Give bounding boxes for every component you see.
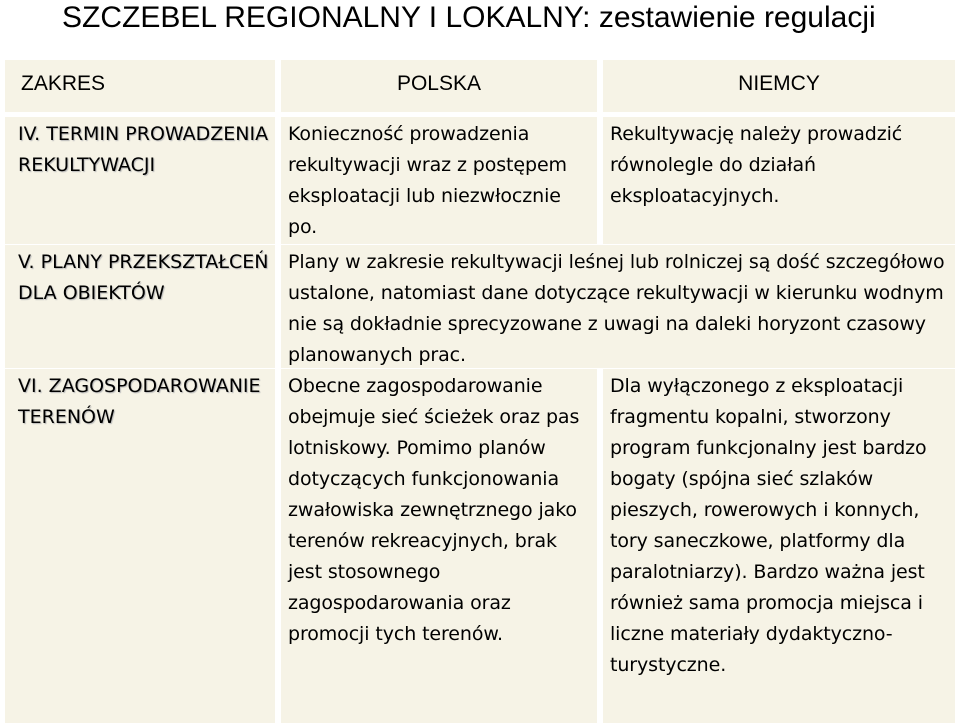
cell-niemcy-termin: Rekultywację należy prowadzić równolegle do działań eksploatacyjnych. (603, 117, 955, 244)
cell-merged-plany: Plany w zakresie rekultywacji leśnej lub rolniczej są dość szczegółowo ustalone, natomiast dane dotyczące rekultywacji w kierunku wodnym nie są dokładnie sprecyzowane z uwagi na daleki horyzont czasowy planowanych prac. (281, 245, 955, 368)
table-row-plany (0, 245, 960, 368)
header-zakres: ZAKRES (5, 60, 275, 112)
header-niemcy: NIEMCY (603, 60, 955, 112)
table-row-termin (0, 117, 960, 244)
cell-polska-zagospodarowanie: Obecne zagospodarowanie obejmuje sieć ścieżek oraz pas lotniskowy. Pomimo planów dotyczących funkcjonowania zwałowiska zewnętrznego jako terenów rekreacyjnych, brak jest stosownego zagospodarowania oraz promocji tych terenów. (281, 369, 597, 723)
header-polska: POLSKA (281, 60, 597, 112)
page-title: SZCZEBEL REGIONALNY I LOKALNY: zestawienie regulacji (62, 1, 876, 34)
cell-polska-termin: Konieczność prowadzenia rekultywacji wraz z postępem eksploatacji lub niezwłocznie po. (281, 117, 597, 244)
row-label-plany: V. PLANY PRZEKSZTAŁCEŃ DLA OBIEKTÓW (5, 245, 275, 368)
table-header-row (0, 60, 960, 112)
table-row-zagospodarowanie (0, 369, 960, 723)
cell-niemcy-zagospodarowanie: Dla wyłączonego z eksploatacji fragmentu kopalni, stworzony program funkcjonalny jest bardzo bogaty (spójna sieć szlaków pieszych, rowerowych i konnych, tory saneczkowe, platformy dla paralotniarzy). Bardzo ważna jest również sama promocja miejsca i liczne materiały dydaktyczno-turystyczne. (603, 369, 955, 723)
row-label-zagospodarowanie: VI. ZAGOSPODAROWANIE TERENÓW (5, 369, 275, 723)
row-label-termin: IV. TERMIN PROWADZENIA REKULTYWACJI (5, 117, 275, 244)
